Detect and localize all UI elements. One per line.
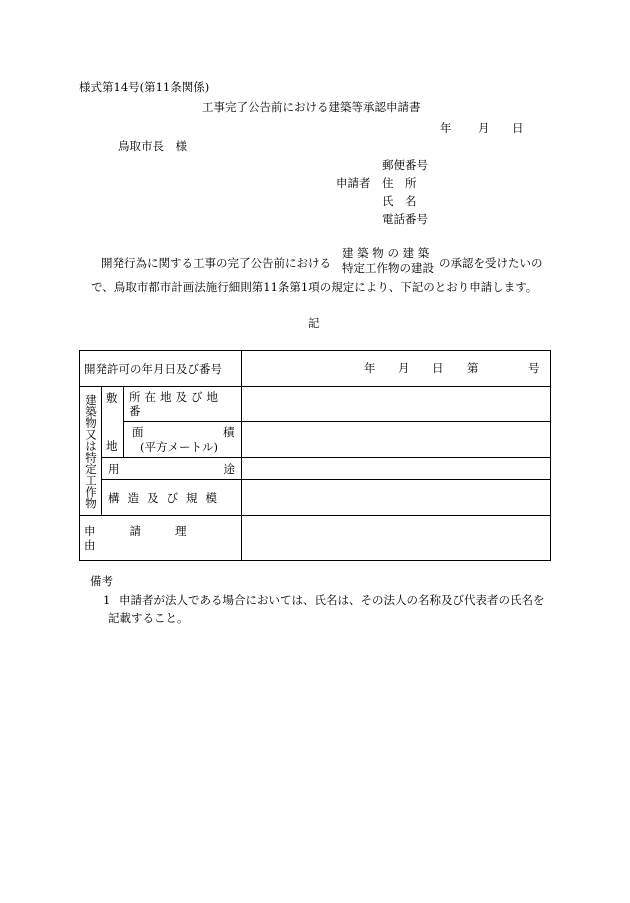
use-label xyxy=(102,462,241,476)
permit-value-cell[interactable] xyxy=(242,351,551,387)
permit-day: 日 xyxy=(432,361,444,375)
structure-label: 構造及び規模 xyxy=(108,490,225,505)
notes-item-number: 1 xyxy=(103,593,111,607)
name-label-a: 氏 xyxy=(382,194,394,208)
permit-row xyxy=(80,351,551,387)
building-group-cell xyxy=(80,387,102,516)
use-row xyxy=(80,458,551,480)
document-title: 工事完了公告前における建築等承認申請書 xyxy=(202,100,421,114)
reason-label-cell xyxy=(80,516,242,561)
notes-heading: 備考 xyxy=(90,574,113,588)
permit-label: 開発許可の年月日及び番号 xyxy=(84,361,222,376)
area-row xyxy=(80,422,551,458)
use-label-a: 用 xyxy=(108,461,120,476)
date-month: 月 xyxy=(478,121,490,135)
location-label: 所在地及び地番 xyxy=(129,390,222,418)
notes-item-line1: 申請者が法人である場合においては、氏名は、その法人の名称及び代表者の氏名を xyxy=(119,593,545,607)
permit-number-suffix: 号 xyxy=(528,361,540,375)
form-number: 様式第14号(第11条関係) xyxy=(79,80,210,94)
date-day: 日 xyxy=(512,121,524,135)
body-text-before: 開発行為に関する工事の完了公告前における xyxy=(101,256,331,270)
reason-row xyxy=(80,516,551,561)
reason-label: 申請理由 xyxy=(84,524,221,552)
reason-value-cell[interactable] xyxy=(242,516,551,561)
applicant-label: 申請者 xyxy=(336,176,371,190)
addressee: 鳥取市長 様 xyxy=(118,139,187,153)
location-row xyxy=(80,387,551,422)
name-label-b: 名 xyxy=(405,194,417,208)
area-label-a: 面 xyxy=(132,425,144,439)
site-label-a: 敷 xyxy=(106,391,118,405)
structure-row xyxy=(80,480,551,516)
address-label-b: 所 xyxy=(405,176,417,190)
permit-label-cell xyxy=(80,351,242,387)
date-year: 年 xyxy=(440,121,452,135)
body-option-bottom: 特定工作物の建設 xyxy=(342,261,434,275)
site-cell xyxy=(102,387,124,458)
use-value-cell[interactable] xyxy=(242,458,551,480)
structure-value-cell[interactable] xyxy=(242,480,551,516)
postal-code-label: 郵便番号 xyxy=(382,158,428,172)
site-label-b: 地 xyxy=(106,439,118,453)
use-label-cell xyxy=(102,458,242,480)
location-value-cell[interactable] xyxy=(242,387,551,422)
use-label-b: 途 xyxy=(223,461,235,476)
application-table xyxy=(79,350,551,561)
permit-year: 年 xyxy=(364,361,376,375)
permit-number-prefix: 第 xyxy=(467,361,479,375)
notes-item-line2: 記載すること。 xyxy=(108,611,189,625)
location-label-cell xyxy=(124,387,242,422)
body-option-top: 建 築 物 の 建 築 xyxy=(342,246,430,260)
area-value-cell[interactable] xyxy=(242,422,551,458)
area-label-cell xyxy=(124,422,242,458)
body-text-line2: で、鳥取市都市計画法施行細則第11条第1項の規定により、下記のとおり申請します。 xyxy=(91,280,538,294)
ki-heading: 記 xyxy=(308,316,320,330)
permit-month: 月 xyxy=(398,361,410,375)
structure-label-cell xyxy=(102,480,242,516)
building-group-label: 建築物又は特定工作物 xyxy=(84,393,98,509)
area-unit: (平方メートル) xyxy=(140,440,218,454)
body-text-after: の承認を受けたいの xyxy=(439,256,543,270)
address-label-a: 住 xyxy=(382,176,394,190)
area-label-b: 積 xyxy=(223,425,235,439)
phone-label: 電話番号 xyxy=(382,212,428,226)
